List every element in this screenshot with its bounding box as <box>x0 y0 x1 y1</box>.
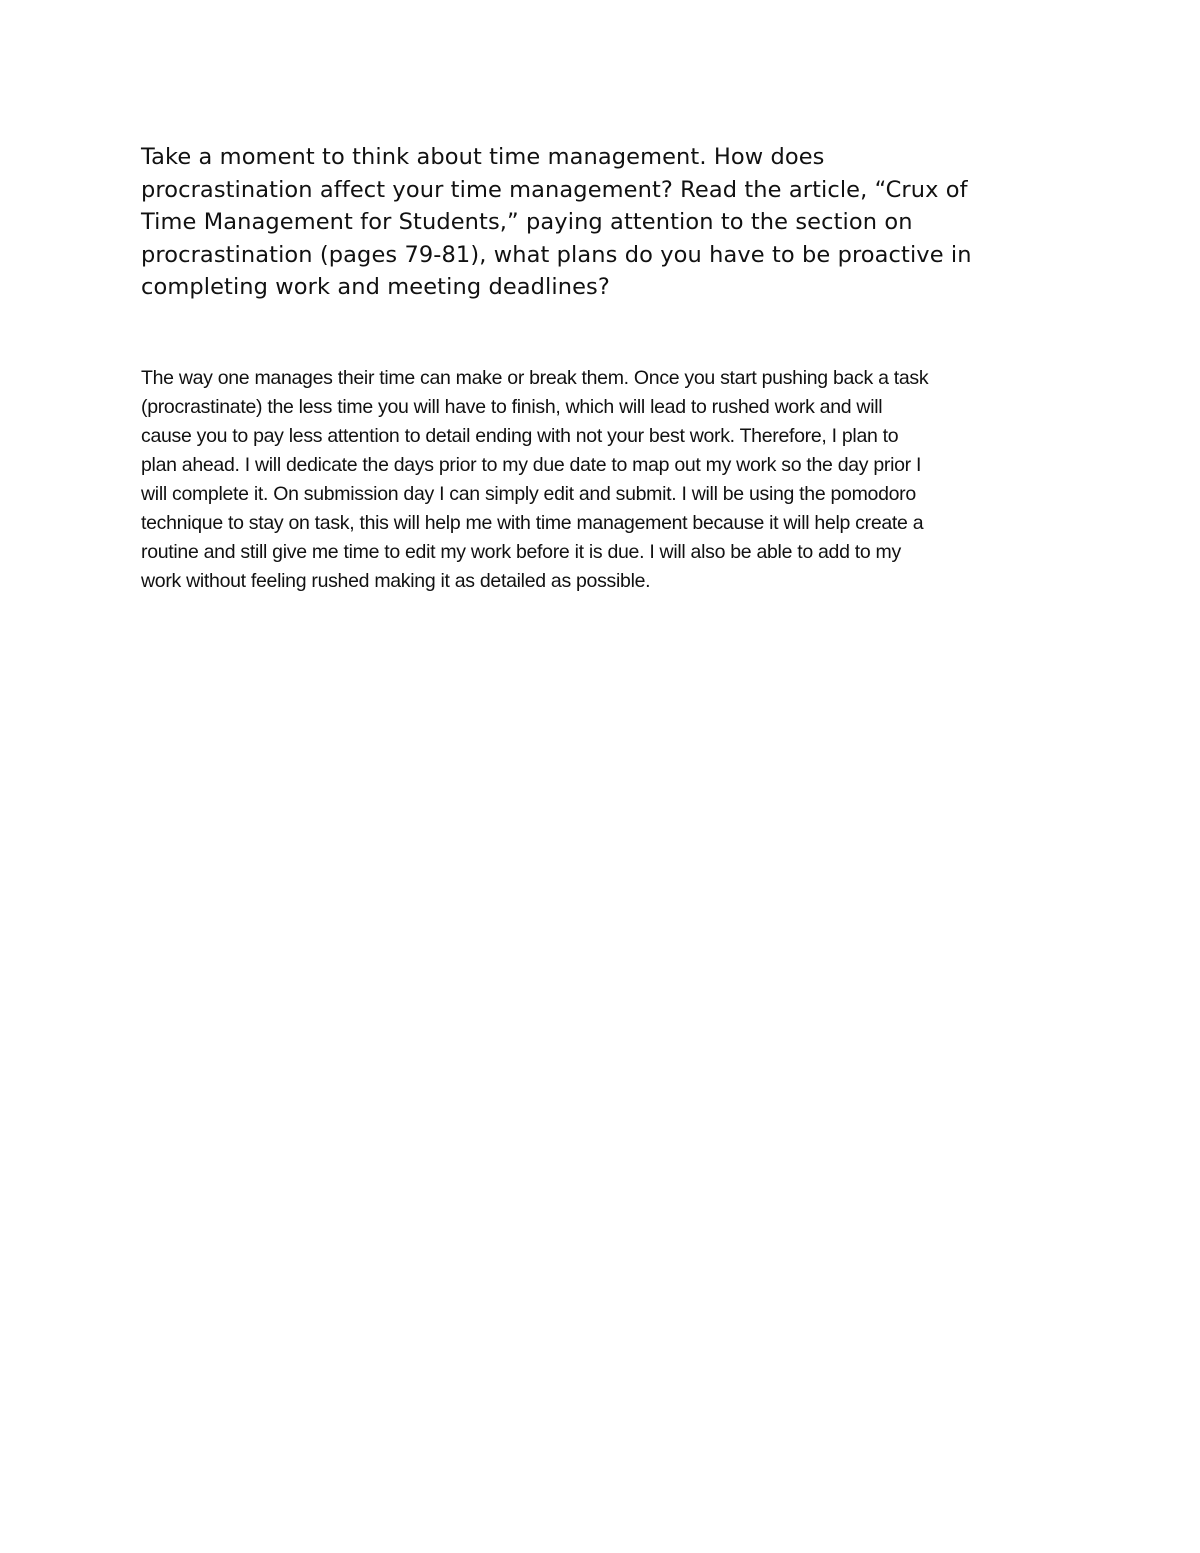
question-line: Time Management for Students,” paying attention to the section on <box>141 209 913 235</box>
question-line: completing work and meeting deadlines? <box>141 274 610 300</box>
question-line: Take a moment to think about time management. How does <box>141 144 825 170</box>
answer-paragraph <box>141 364 1061 596</box>
answer-line: plan ahead. I will dedicate the days prior to my due date to map out my work so the day prior I <box>141 454 922 476</box>
answer-line: work without feeling rushed making it as detailed as possible. <box>141 570 651 592</box>
answer-line: cause you to pay less attention to detail ending with not your best work. Therefore, I plan to <box>141 425 899 447</box>
answer-line: technique to stay on task, this will help me with time management because it will help create a <box>141 512 924 534</box>
question-line: procrastination affect your time management? Read the article, “Crux of <box>141 176 968 203</box>
answer-line: will complete it. On submission day I can simply edit and submit. I will be using the pomodoro <box>141 483 916 505</box>
answer-line: The way one manages their time can make or break them. Once you start pushing back a task <box>141 367 929 389</box>
answer-line: (procrastinate) the less time you will have to finish, which will lead to rushed work and will <box>141 396 883 418</box>
answer-line: routine and still give me time to edit my work before it is due. I will also be able to add to my <box>141 541 901 563</box>
question-prompt <box>141 141 1061 304</box>
question-line: procrastination (pages 79-81), what plans do you have to be proactive in <box>141 241 972 268</box>
